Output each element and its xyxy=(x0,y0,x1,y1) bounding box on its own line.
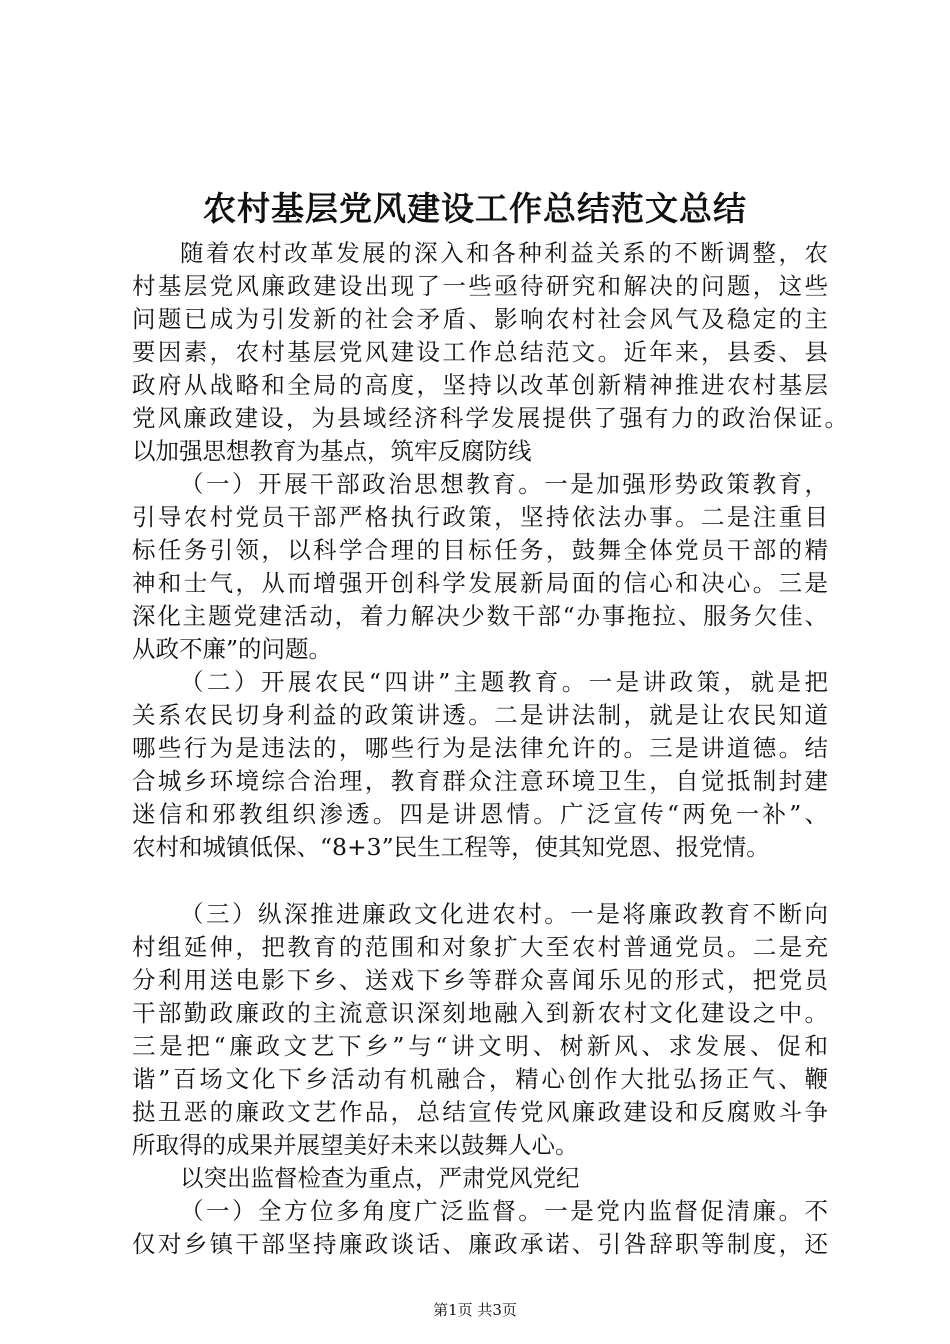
body-line: 政府从战略和全局的高度，坚持以改革创新精神推进农村基层 xyxy=(132,371,828,399)
document-title: 农村基层党风建设工作总结范文总结 xyxy=(203,189,747,228)
body-line: 村基层党风廉政建设出现了一些亟待研究和解决的问题，这些 xyxy=(132,272,828,300)
body-line: （一）全方位多角度广泛监督。一是党内监督促清廉。不 xyxy=(180,1197,828,1225)
body-line: 问题已成为引发新的社会矛盾、影响农村社会风气及稳定的主 xyxy=(132,305,828,333)
body-line: 哪些行为是违法的，哪些行为是法律允许的。三是讲道德。结 xyxy=(132,734,828,762)
body-line: 干部勤政廉政的主流意识深刻地融入到新农村文化建设之中。 xyxy=(132,999,828,1027)
body-line: 所取得的成果并展望美好未来以鼓舞人心。 xyxy=(132,1131,579,1159)
body-line: 分利用送电影下乡、送戏下乡等群众喜闻乐见的形式，把党员 xyxy=(132,966,828,994)
body-line: 仅对乡镇干部坚持廉政谈话、廉政承诺、引咎辞职等制度，还 xyxy=(132,1230,828,1258)
body-line: 神和士气，从而增强开创科学发展新局面的信心和决心。三是 xyxy=(132,569,828,597)
body-line: 迷信和邪教组织渗透。四是讲恩情。广泛宣传“两免一补”、 xyxy=(132,800,828,828)
body-line: 从政不廉”的问题。 xyxy=(132,635,333,663)
body-line: （一）开展干部政治思想教育。一是加强形势政策教育， xyxy=(180,470,828,498)
body-line: 要因素，农村基层党风建设工作总结范文。近年来，县委、县 xyxy=(132,338,828,366)
page-footer: 第1页 共3页 xyxy=(433,1301,517,1319)
body-line: 深化主题党建活动，着力解决少数干部“办事拖拉、服务欠佳、 xyxy=(132,602,828,630)
body-line: （二）开展农民“四讲”主题教育。一是讲政策，就是把 xyxy=(180,668,828,696)
body-line: 三是把“廉政文艺下乡”与“讲文明、树新风、求发展、促和 xyxy=(132,1032,828,1060)
body-line: 村组延伸，把教育的范围和对象扩大至农村普通党员。二是充 xyxy=(132,933,828,961)
section-heading: 以加强思想教育为基点，筑牢反腐防线 xyxy=(132,437,532,465)
body-line: 谐”百场文化下乡活动有机融合，精心创作大批弘扬正气、鞭 xyxy=(132,1065,828,1093)
body-line: 挞丑恶的廉政文艺作品，总结宣传党风廉政建设和反腐败斗争 xyxy=(132,1098,828,1126)
body-line: 党风廉政建设，为县域经济科学发展提供了强有力的政治保证。 xyxy=(132,404,848,432)
body-line: 农村和城镇低保、“8+3”民生工程等，使其知党恩、报党情。 xyxy=(132,833,770,861)
body-line: 随着农村改革发展的深入和各种利益关系的不断调整，农 xyxy=(180,239,828,267)
body-line: 标任务引领，以科学合理的目标任务，鼓舞全体党员干部的精 xyxy=(132,536,828,564)
body-line: 引导农村党员干部严格执行政策，坚持依法办事。二是注重目 xyxy=(132,503,828,531)
section-heading: 以突出监督检查为重点，严肃党风党纪 xyxy=(180,1164,580,1192)
body-line: 合城乡环境综合治理，教育群众注意环境卫生，自觉抵制封建 xyxy=(132,767,828,795)
body-line: （三）纵深推进廉政文化进农村。一是将廉政教育不断向 xyxy=(180,900,828,928)
body-line: 关系农民切身利益的政策讲透。二是讲法制，就是让农民知道 xyxy=(132,701,828,729)
